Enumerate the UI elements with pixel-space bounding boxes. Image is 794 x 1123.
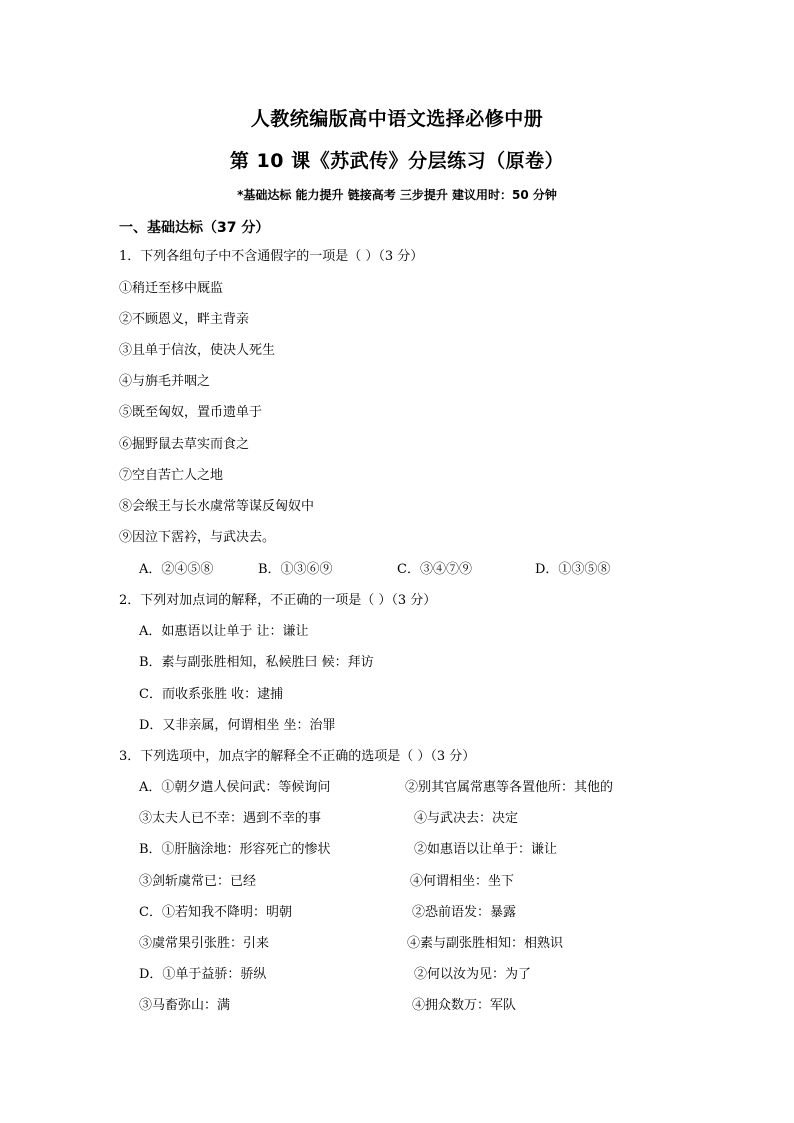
- q2-option-d: D．又非亲属，何谓相坐 坐：治罪: [139, 718, 336, 733]
- q1-item-6: ⑥掘野鼠去草实而食之: [119, 437, 250, 452]
- q3-row-4-right: ④何谓相坐：坐下: [410, 874, 515, 889]
- q3-row-8-left: ③马畜弥山：满: [139, 998, 231, 1013]
- subtitle: *基础达标 能力提升 链接高考 三步提升 建议用时：50 分钟: [237, 188, 557, 202]
- q1-option-b: B．①③⑥⑨: [258, 562, 333, 577]
- q3-row-8-right: ④拥众数万：军队: [412, 998, 517, 1013]
- q2-option-c: C．而收系张胜 收：逮捕: [139, 687, 284, 702]
- q1-option-c: C．③④⑦⑨: [397, 562, 472, 577]
- q3-row-5-left: C．①若知我不降明：明朝: [139, 905, 292, 920]
- document-title: 人教统编版高中语文选择必修中册: [250, 108, 544, 130]
- q1-item-5: ⑤既至匈奴，置币遗单于: [119, 405, 263, 420]
- q3-row-6-left: ③虞常果引张胜：引来: [139, 936, 270, 951]
- q2-option-a: A．如惠语以让单于 让：谦让: [139, 624, 309, 639]
- q3-row-5-right: ②恐前语发：暴露: [412, 905, 517, 920]
- section-heading: 一、基础达标（37 分）: [119, 220, 270, 236]
- q3-row-7-left: D．①单于益骄：骄纵: [139, 967, 267, 982]
- q3-row-6-right: ④素与副张胜相知：相熟识: [407, 936, 564, 951]
- q3-row-4-left: ③剑斩虞常已：已经: [139, 874, 257, 889]
- question-1-stem: 1．下列各组句子中不含通假字的一项是（ ）（3 分）: [119, 249, 424, 264]
- q1-item-9: ⑨因泣下霑衿，与武决去。: [119, 530, 276, 545]
- q3-row-2-left: ③太夫人已不幸：遇到不幸的事: [139, 811, 322, 826]
- q1-option-d: D．①③⑤⑧: [535, 562, 611, 577]
- q3-row-3-left: B．①肝脑涂地：形容死亡的惨状: [139, 842, 331, 857]
- q1-item-7: ⑦空自苦亡人之地: [119, 468, 224, 483]
- q2-option-b: B．素与副张胜相知，私候胜曰 候：拜访: [139, 655, 374, 670]
- q1-item-3: ③且单于信汝，使决人死生: [119, 343, 276, 358]
- lesson-title: 第 10 课《苏武传》分层练习（原卷）: [229, 150, 565, 172]
- q3-row-1-left: A．①朝夕遣人侯问武：等候询问: [139, 780, 331, 795]
- q1-item-1: ①稍迁至栘中厩监: [119, 281, 224, 296]
- q3-row-7-right: ②何以汝为见：为了: [414, 967, 532, 982]
- q1-item-2: ②不顾恩义，畔主背亲: [119, 312, 250, 327]
- q3-row-3-right: ②如惠语以让单于：谦让: [414, 842, 558, 857]
- question-2-stem: 2．下列对加点词的解释，不正确的一项是（ ）（3 分）: [119, 593, 437, 608]
- q3-row-1-right: ②别其官属常惠等各置他所：其他的: [405, 780, 614, 795]
- q1-item-4: ④与旃毛并咽之: [119, 374, 211, 389]
- q1-item-8: ⑧会缑王与长水虞常等谋反匈奴中: [119, 499, 315, 514]
- question-3-stem: 3．下列选项中，加点字的解释全不正确的选项是（ ）（3 分）: [119, 749, 476, 764]
- q1-option-a: A．②④⑤⑧: [139, 562, 214, 577]
- q3-row-2-right: ④与武决去：决定: [414, 811, 519, 826]
